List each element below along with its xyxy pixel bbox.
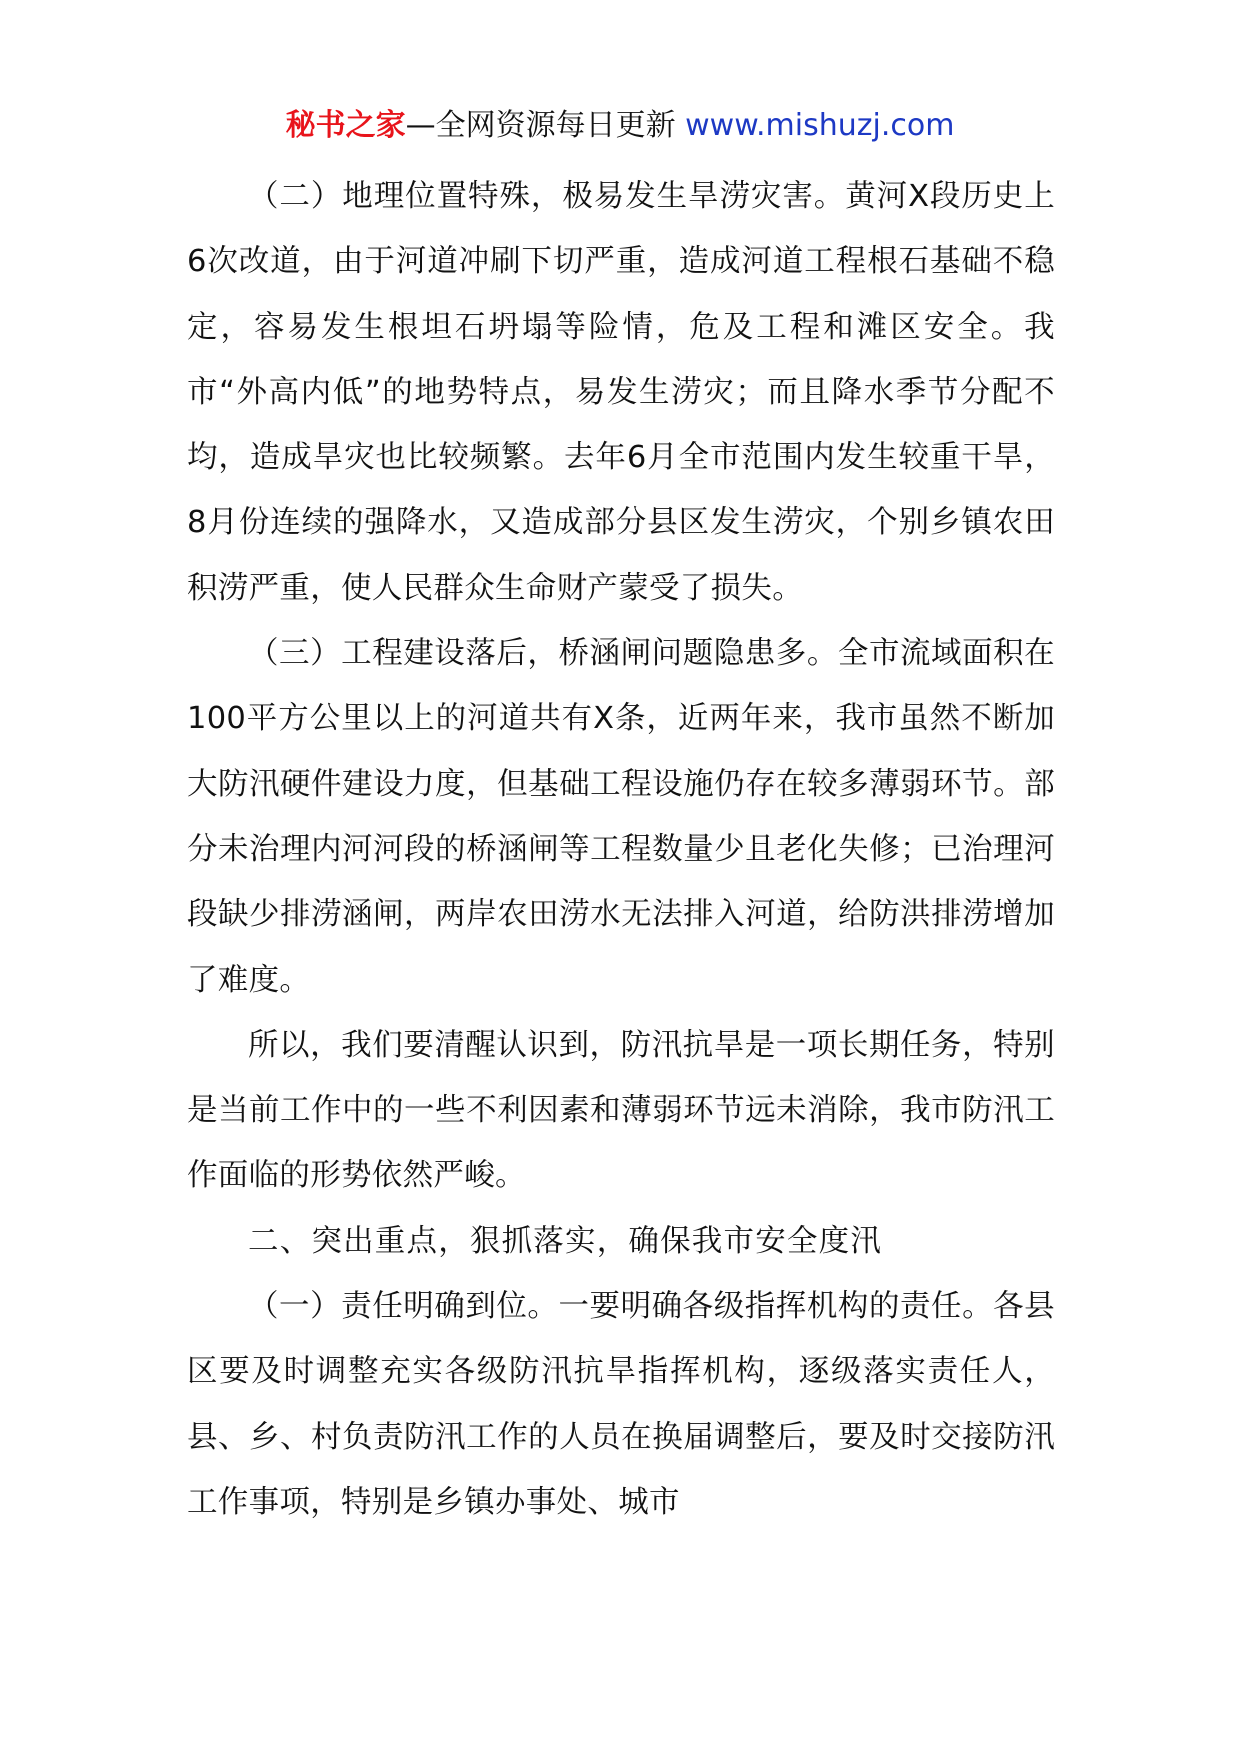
- header-slogan: —全网资源每日更新: [405, 108, 676, 143]
- paragraph-geography: （二）地理位置特殊，极易发生旱涝灾害。黄河X段历史上6次改道，由于河道冲刷下切严重，造成河道工程根石基础不稳定，容易发生根坦石坍塌等险情，危及工程和滩区安全。我市“外高内低”的地势特点，易发生涝灾；而且降水季节分配不均，造成旱灾也比较频繁。去年6月全市范围内发生较重干旱，8月份连续的强降水，又造成部分县区发生涝灾，个别乡镇农田积涝严重，使人民群众生命财产蒙受了损失。: [187, 179, 1055, 606]
- section-heading: 二、突出重点，狠抓落实，确保我市安全度汛: [248, 1223, 882, 1259]
- document-body: [187, 164, 1055, 1535]
- paragraph-responsibility: （一）责任明确到位。一要明确各级指挥机构的责任。各县区要及时调整充实各级防汛抗旱指挥机构，逐级落实责任人，县、乡、村负责防汛工作的人员在换届调整后，要及时交接防汛工作事项，特别是乡镇办事处、城市: [187, 1289, 1055, 1520]
- paragraph-infrastructure: （三）工程建设落后，桥涵闸问题隐患多。全市流域面积在100平方公里以上的河道共有X条，近两年来，我市虽然不断加大防汛硬件建设力度，但基础工程设施仍存在较多薄弱环节。部分未治理内河河段的桥涵闸等工程数量少且老化失修；已治理河段缺少排涝涵闸，两岸农田涝水无法排入河道，给防洪排涝增加了难度。: [187, 636, 1055, 998]
- brand-name: 秘书之家: [285, 108, 406, 143]
- site-url-link[interactable]: www.mishuzj.com: [685, 108, 955, 143]
- site-header: [0, 104, 1240, 148]
- paragraph-conclusion: 所以，我们要清醒认识到，防汛抗旱是一项长期任务，特别是当前工作中的一些不利因素和薄弱环节远未消除，我市防汛工作面临的形势依然严峻。: [187, 1027, 1055, 1194]
